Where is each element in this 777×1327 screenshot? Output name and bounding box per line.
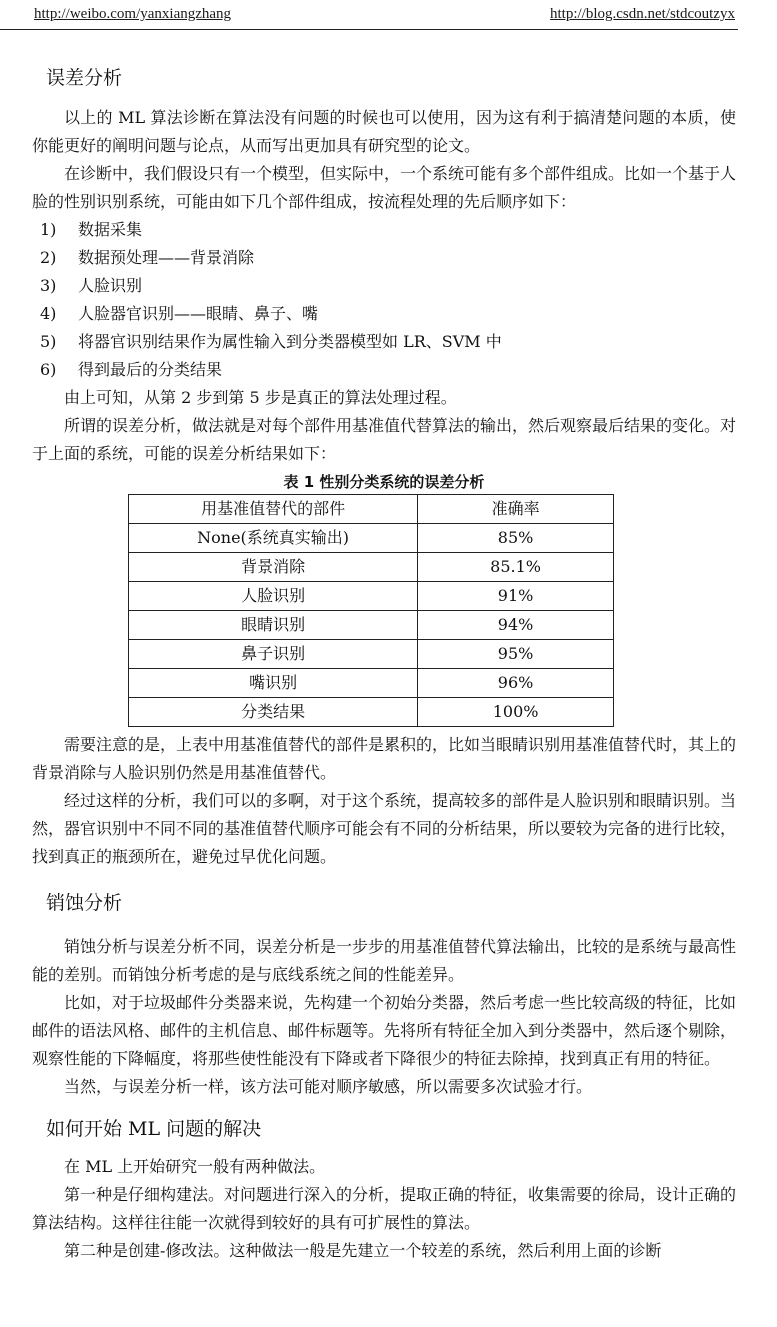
table-row [129,553,614,582]
list-item-number: 2) [40,248,57,267]
table-cell-component: 嘴识别 [129,669,418,698]
list-item [32,300,736,328]
table-caption: 表 1 性别分类系统的误差分析 [283,473,485,491]
list-item-number: 6) [40,360,57,379]
document-body [32,60,736,1265]
section-title-getting-started: 如何开始 ML 问题的解决 [46,1118,262,1140]
table-cell-accuracy: 94% [418,611,614,640]
list-item-number: 3) [40,276,57,295]
table-row [129,524,614,553]
table-cell-component: 人脸识别 [129,582,418,611]
list-item [32,216,736,244]
table-row [129,582,614,611]
paragraph: 经过这样的分析，我们可以的多啊，对于这个系统，提高较多的部件是人脸识别和眼睛识别。当然，器官识别中不同不同的基准值替代顺序可能会有不同的分析结果，所以要较为完备的进行比较，找到真正的瓶颈所在，避免过早优化问题。 [32,791,737,866]
table-header-row [129,495,614,524]
table-cell-accuracy: 100% [418,698,614,727]
paragraph: 需要注意的是，上表中用基准值替代的部件是累积的，比如当眼睛识别用基准值替代时，其上的背景消除与人脸识别仍然是用基准值替代。 [32,735,737,782]
weibo-link[interactable]: http://weibo.com/yanxiangzhang [34,6,232,22]
table-cell-component: 鼻子识别 [129,640,418,669]
list-item [32,356,736,384]
paragraph: 第二种是创建-修改法。这种做法一般是先建立一个较差的系统，然后利用上面的诊断 [64,1241,662,1260]
table-header-cell: 用基准值替代的部件 [129,495,418,524]
paragraph: 当然，与误差分析一样，该方法可能对顺序敏感，所以需要多次试验才行。 [64,1077,593,1096]
list-item-text: 数据预处理——背景消除 [78,248,255,267]
list-item-text: 数据采集 [78,220,143,239]
table-cell-accuracy: 85.1% [418,553,614,582]
list-item-text: 得到最后的分类结果 [78,360,223,379]
paragraph: 第一种是仔细构建法。对问题进行深入的分析，提取正确的特征，收集需要的徐局，设计正确的算法结构。这样往往能一次就得到较好的具有可扩展性的算法。 [32,1185,737,1232]
page-header [0,0,777,30]
table-cell-accuracy: 95% [418,640,614,669]
table-cell-accuracy: 91% [418,582,614,611]
paragraph: 所谓的误差分析，做法就是对每个部件用基准值代替算法的输出，然后观察最后结果的变化。对于上面的系统，可能的误差分析结果如下： [32,416,737,463]
header-divider [0,29,738,30]
section-title-error-analysis: 误差分析 [46,67,123,89]
table-cell-accuracy: 96% [418,669,614,698]
list-item-text: 将器官识别结果作为属性输入到分类器模型如 LR、SVM 中 [78,332,502,351]
paragraph: 销蚀分析与误差分析不同，误差分析是一步步的用基准值替代算法输出，比较的是系统与最高性能的差别。而销蚀分析考虑的是与底线系统之间的性能差异。 [32,937,737,984]
list-item [32,244,736,272]
paragraph: 比如，对于垃圾邮件分类器来说，先构建一个初始分类器，然后考虑一些比较高级的特征，比如邮件的语法风格、邮件的主机信息、邮件标题等。先将所有特征全加入到分类器中，然后逐个剔除，观察性能的下降幅度，将那些使性能没有下降或者下降很少的特征去除掉，找到真正有用的特征。 [32,993,737,1068]
pipeline-steps-list [32,216,736,384]
list-item-number: 1) [40,220,57,239]
paragraph: 在 ML 上开始研究一般有两种做法。 [64,1157,326,1176]
list-item-text: 人脸器官识别——眼睛、鼻子、嘴 [78,304,319,323]
section-title-ablation-analysis: 销蚀分析 [46,892,123,914]
table-cell-accuracy: 85% [418,524,614,553]
list-item [32,272,736,300]
table-row [129,611,614,640]
table-row [129,698,614,727]
table-cell-component: None(系统真实输出) [129,524,418,553]
error-analysis-table [128,494,614,727]
table-cell-component: 分类结果 [129,698,418,727]
table-cell-component: 背景消除 [129,553,418,582]
paragraph: 由上可知，从第 2 步到第 5 步是真正的算法处理过程。 [64,388,457,407]
paragraph: 在诊断中，我们假设只有一个模型，但实际中，一个系统可能有多个部件组成。比如一个基于人脸的性别识别系统，可能由如下几个部件组成，按流程处理的先后顺序如下： [32,164,737,211]
list-item-number: 5) [40,332,57,351]
list-item-text: 人脸识别 [78,276,143,295]
table-row [129,640,614,669]
table-row [129,669,614,698]
list-item [32,328,736,356]
table-cell-component: 眼睛识别 [129,611,418,640]
blog-link[interactable]: http://blog.csdn.net/stdcoutzyx [550,6,735,22]
paragraph: 以上的 ML 算法诊断在算法没有问题的时候也可以使用，因为这有利于搞清楚问题的本质，使你能更好的阐明问题与论点，从而写出更加具有研究型的论文。 [32,108,736,155]
table-header-cell: 准确率 [418,495,614,524]
list-item-number: 4) [40,304,57,323]
